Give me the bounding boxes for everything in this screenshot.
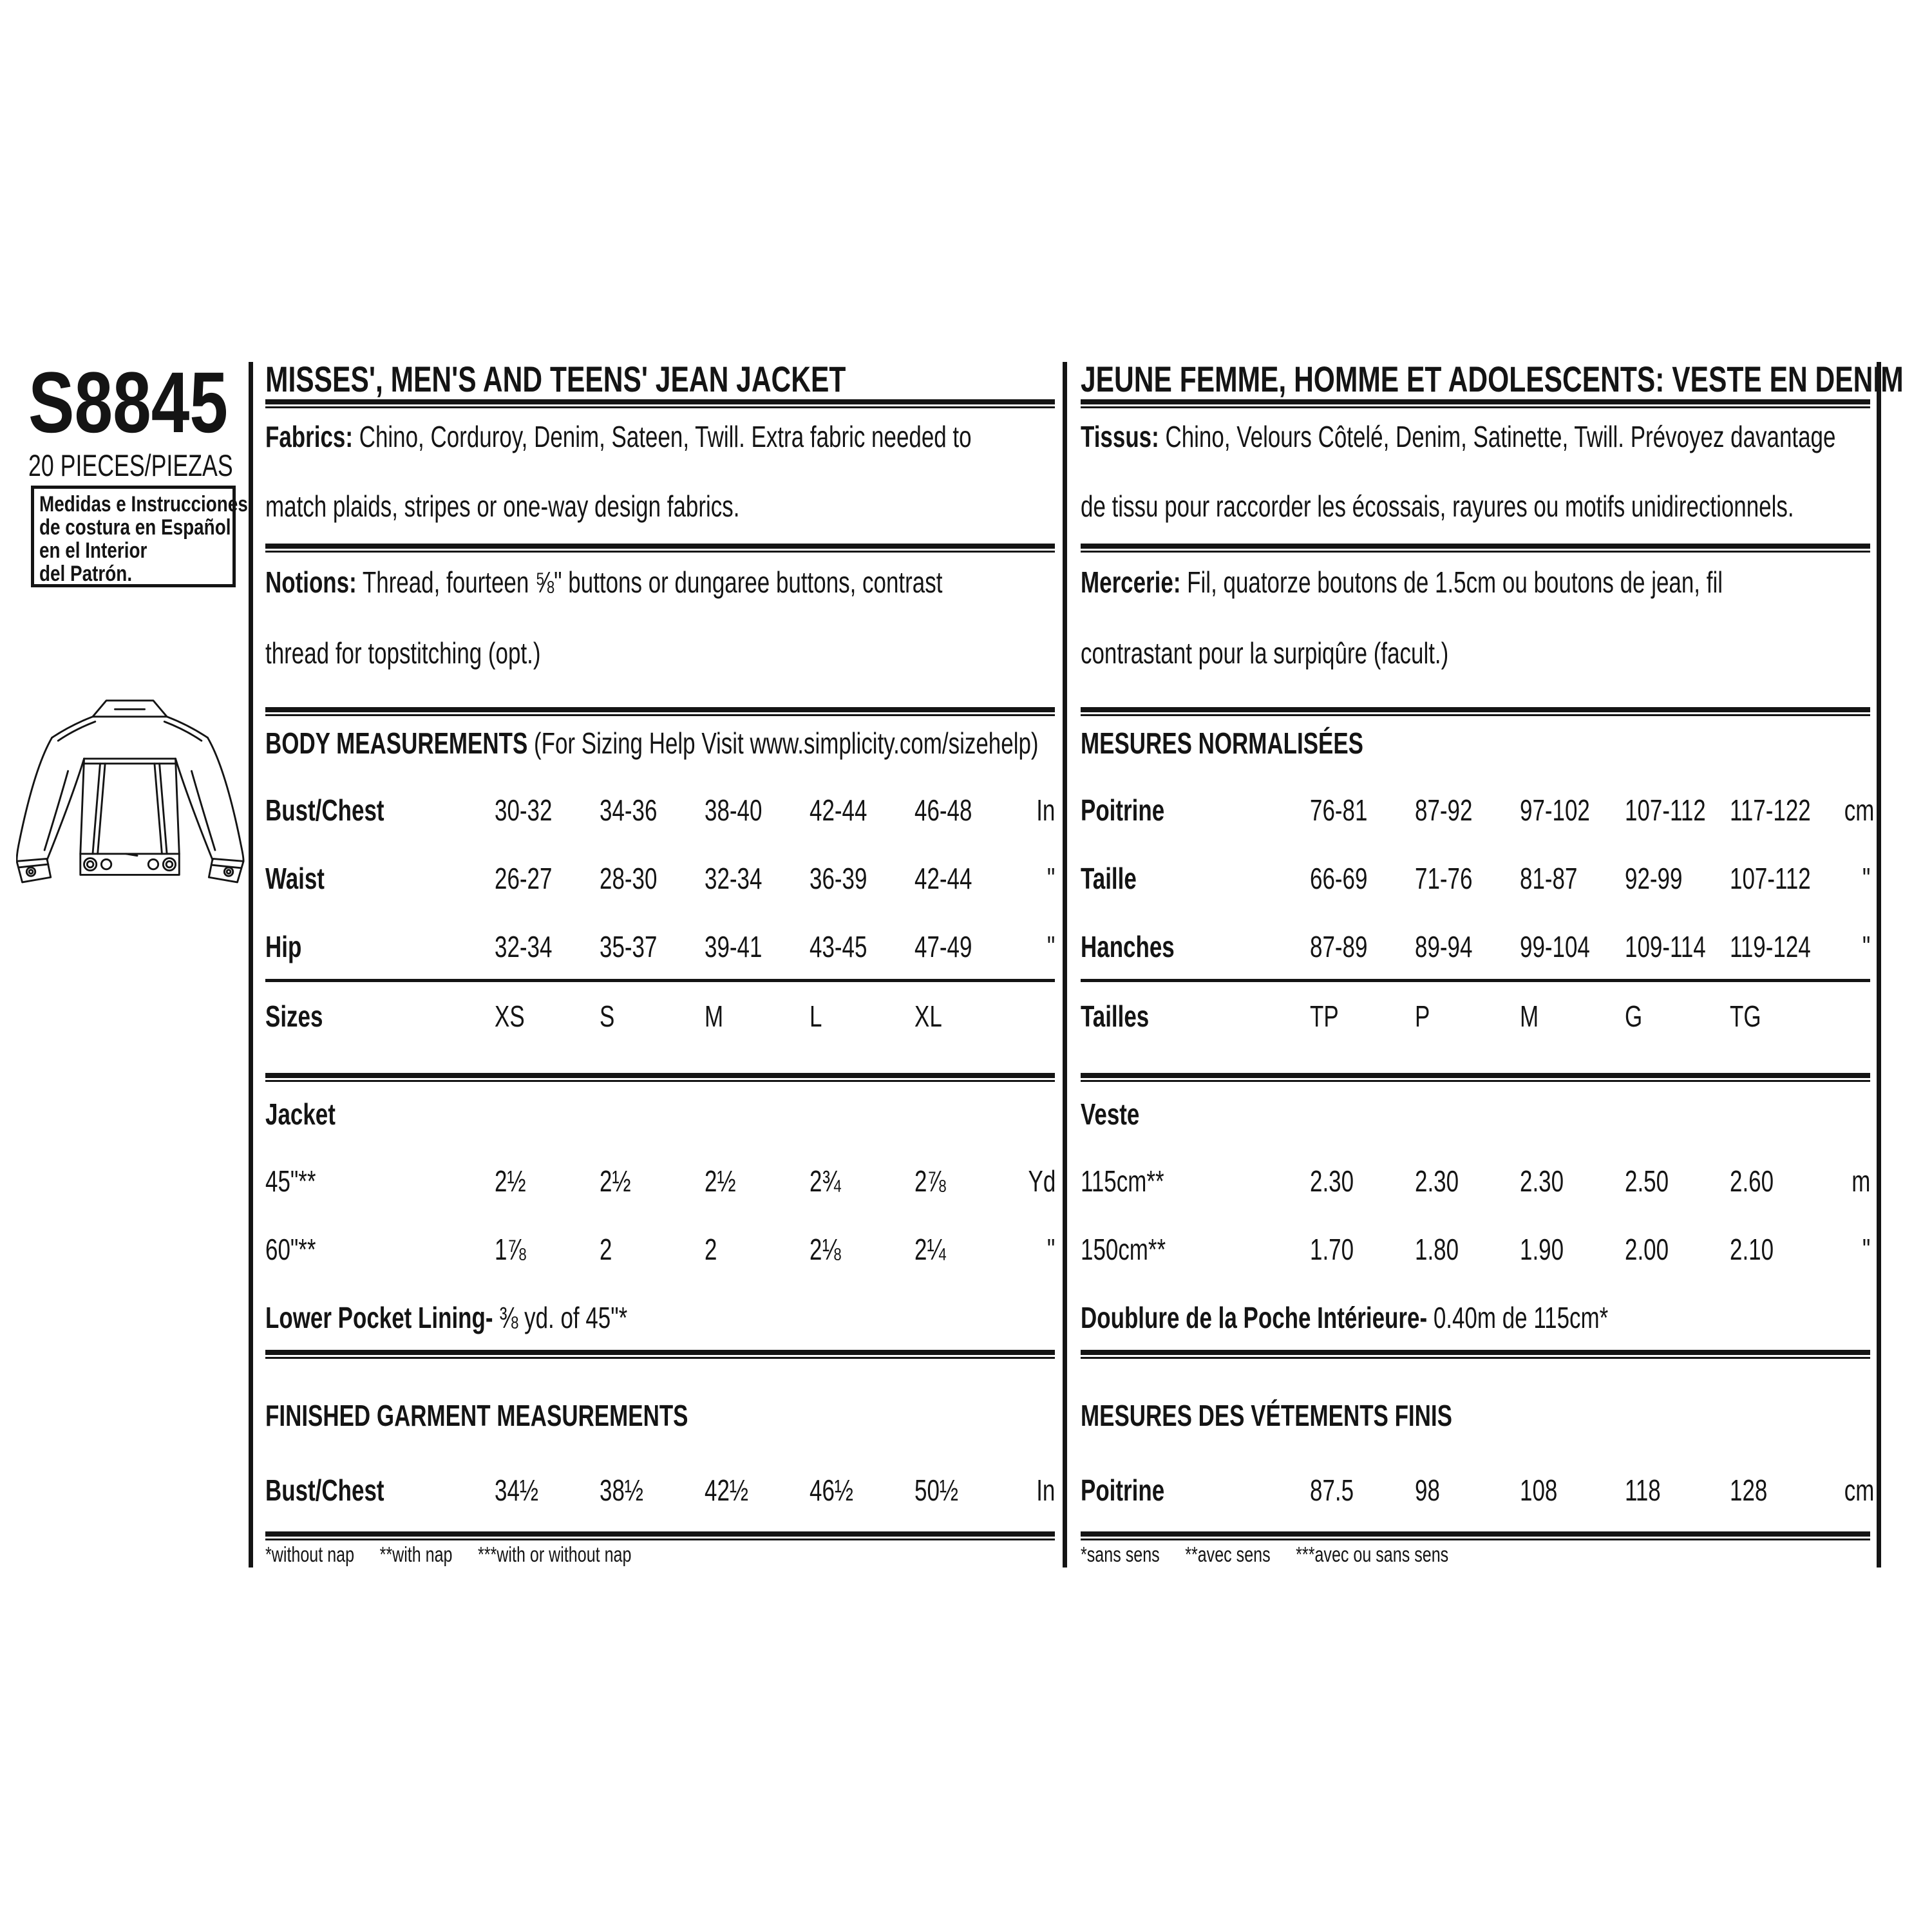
section-rule: [265, 1350, 1055, 1359]
english-title: MISSES', MEN'S AND TEENS' JEAN JACKET: [265, 359, 846, 399]
row-value: 47-49: [914, 930, 972, 963]
row-value: 87.5: [1309, 1473, 1354, 1507]
row-value: 71-76: [1414, 862, 1472, 895]
row-value: 107-112: [1624, 793, 1706, 827]
row-value: 42-44: [809, 793, 867, 827]
row-value: 118: [1624, 1473, 1661, 1507]
jean-jacket-back-illustration: [16, 697, 245, 913]
table-row-finished-poitrine: [1081, 1472, 1875, 1508]
sens-footnote: *sans sens **avec sens ***avec ou sans sens: [1081, 1542, 1449, 1566]
row-value: 98: [1414, 1473, 1440, 1507]
row-value: 2¾: [809, 1164, 841, 1198]
row-value: 50½: [914, 1473, 958, 1507]
row-label: Hip: [265, 930, 302, 963]
row-value: L: [809, 999, 822, 1033]
row-value: 32-34: [494, 930, 552, 963]
row-value: 2: [599, 1233, 612, 1266]
row-unit: cm: [1844, 793, 1875, 827]
row-unit: ": [1862, 862, 1870, 895]
notions-line2: thread for topstitching (opt.): [265, 636, 541, 670]
row-value: 109-114: [1624, 930, 1706, 963]
row-value: 2.30: [1414, 1164, 1459, 1198]
row-value: P: [1414, 999, 1430, 1033]
spanish-note-line: de costura en Español: [39, 515, 231, 540]
row-value: 2.30: [1309, 1164, 1354, 1198]
notions-line1: Notions: Thread, fourteen ⅝" buttons or dungaree buttons, contrast: [265, 565, 943, 599]
row-value: 2.30: [1519, 1164, 1564, 1198]
divider-right: [1877, 362, 1881, 1567]
section-rule: [1081, 1073, 1870, 1082]
row-unit: Yd: [1028, 1164, 1056, 1198]
row-label: Sizes: [265, 999, 323, 1033]
row-label: Tailles: [1081, 999, 1150, 1033]
row-value: 2½: [599, 1164, 631, 1198]
row-label: Taille: [1081, 862, 1137, 895]
row-value: 89-94: [1414, 930, 1472, 963]
row-value: S: [599, 999, 614, 1033]
row-value: 107-112: [1729, 862, 1811, 895]
pattern-number-text: S8845: [28, 355, 228, 451]
nap-footnote: *without nap **with nap ***with or without nap: [265, 1542, 632, 1566]
row-value: 2.50: [1624, 1164, 1669, 1198]
row-value: 34-36: [599, 793, 657, 827]
section-rule: [265, 707, 1055, 716]
row-label: 115cm**: [1081, 1164, 1164, 1198]
row-label: Hanches: [1081, 930, 1175, 963]
row-label: Poitrine: [1081, 1473, 1165, 1507]
row-value: 108: [1519, 1473, 1557, 1507]
pieces-count-text: 20 PIECES/PIEZAS: [28, 448, 233, 482]
row-unit: In: [1036, 1473, 1055, 1507]
row-value: 2.60: [1729, 1164, 1774, 1198]
row-value: 1.90: [1519, 1233, 1564, 1266]
spanish-note-line: del Patrón.: [39, 562, 133, 586]
row-value: 2½: [494, 1164, 526, 1198]
row-label: 45"**: [265, 1164, 316, 1198]
row-value: 1⅞: [494, 1233, 526, 1266]
table-row-poitrine: [1081, 792, 1875, 828]
divider-left: [249, 362, 253, 1567]
row-value: M: [1519, 999, 1539, 1033]
row-value: 26-27: [494, 862, 552, 895]
row-value: 28-30: [599, 862, 657, 895]
french-column: [1081, 0, 1904, 1571]
row-value: 42½: [704, 1473, 748, 1507]
table-row-sizes: [265, 998, 1055, 1034]
row-value: 2.10: [1729, 1233, 1774, 1266]
row-value: XS: [494, 999, 525, 1033]
english-column: [265, 0, 1055, 1571]
row-value: 42-44: [914, 862, 972, 895]
row-unit: ": [1046, 1233, 1055, 1266]
row-value: 119-124: [1729, 930, 1811, 963]
doublure-line: Doublure de la Poche Intérieure- 0.40m de 115cm*: [1081, 1301, 1609, 1334]
sizes-rule: [265, 979, 1055, 982]
row-value: 1.80: [1414, 1233, 1459, 1266]
table-row-hanches: [1081, 929, 1870, 965]
tissus-line2: de tissu pour raccorder les écossais, rayures ou motifs unidirectionnels.: [1081, 489, 1794, 523]
mesures-finis-heading: MESURES DES VÉTEMENTS FINIS: [1081, 1399, 1452, 1432]
row-unit: ": [1862, 930, 1870, 963]
section-rule: [1081, 544, 1870, 553]
bottom-rule: [265, 1531, 1055, 1540]
row-value: 2.00: [1624, 1233, 1669, 1266]
mercerie-line1: Mercerie: Fil, quatorze boutons de 1.5cm ou boutons de jean, fil: [1081, 565, 1723, 599]
row-value: 99-104: [1519, 930, 1590, 963]
row-value: 87-89: [1309, 930, 1367, 963]
table-row-150cm: [1081, 1231, 1870, 1267]
row-value: 1.70: [1309, 1233, 1354, 1266]
row-value: 43-45: [809, 930, 867, 963]
row-unit: m: [1851, 1164, 1870, 1198]
row-label: Waist: [265, 862, 325, 895]
sizes-rule: [1081, 979, 1870, 982]
row-value: G: [1624, 999, 1642, 1033]
title-rule: [265, 399, 1055, 408]
row-value: 66-69: [1309, 862, 1367, 895]
row-value: 81-87: [1519, 862, 1578, 895]
pocket-lining-line: Lower Pocket Lining- ⅜ yd. of 45"*: [265, 1301, 628, 1334]
table-row-45in: [265, 1163, 1055, 1199]
section-rule: [265, 544, 1055, 553]
table-row-bust: [265, 792, 1055, 828]
row-value: 128: [1729, 1473, 1768, 1507]
tissus-line1: Tissus: Chino, Velours Côtelé, Denim, Satinette, Twill. Prévoyez davantage: [1081, 420, 1836, 453]
row-value: 2½: [704, 1164, 736, 1198]
fabrics-line1: Fabrics: Chino, Corduroy, Denim, Sateen, Twill. Extra fabric needed to: [265, 420, 972, 453]
row-value: 38½: [599, 1473, 643, 1507]
garment-label: Veste: [1081, 1097, 1140, 1131]
section-rule: [265, 1073, 1055, 1082]
row-label: 60"**: [265, 1233, 316, 1266]
row-value: 2: [704, 1233, 717, 1266]
table-row-115cm: [1081, 1163, 1870, 1199]
row-value: 87-92: [1414, 793, 1472, 827]
row-value: XL: [914, 999, 942, 1033]
section-rule: [1081, 1350, 1870, 1359]
mesures-heading: MESURES NORMALISÉES: [1081, 726, 1364, 760]
row-value: 38-40: [704, 793, 762, 827]
spanish-note-line: Medidas e Instrucciones: [39, 492, 248, 516]
row-value: 2⅛: [809, 1233, 841, 1266]
row-unit: ": [1046, 862, 1055, 895]
table-row-60in: [265, 1231, 1055, 1267]
table-row-taille: [1081, 860, 1870, 896]
french-title: JEUNE FEMME, HOMME ET ADOLESCENTS: VESTE EN DENIM: [1081, 359, 1904, 399]
row-value: 46-48: [914, 793, 972, 827]
row-label: 150cm**: [1081, 1233, 1166, 1266]
row-value: TG: [1729, 999, 1761, 1033]
row-value: 30-32: [494, 793, 552, 827]
row-unit: ": [1862, 1233, 1870, 1266]
row-value: 35-37: [599, 930, 657, 963]
row-unit: ": [1046, 930, 1055, 963]
row-value: M: [704, 999, 723, 1033]
row-value: 2⅞: [914, 1164, 946, 1198]
spanish-note-box: [31, 486, 248, 587]
row-value: 76-81: [1309, 793, 1367, 827]
body-measurements-heading: BODY MEASUREMENTS (For Sizing Help Visit www.simplicity.com/sizehelp): [265, 726, 1039, 760]
row-value: TP: [1309, 999, 1339, 1033]
row-value: 36-39: [809, 862, 867, 895]
bottom-rule: [1081, 1531, 1870, 1540]
pieces-count: [28, 450, 298, 482]
row-value: 92-99: [1624, 862, 1683, 895]
row-value: 117-122: [1729, 793, 1811, 827]
row-value: 97-102: [1519, 793, 1590, 827]
row-unit: cm: [1844, 1473, 1875, 1507]
row-label: Bust/Chest: [265, 793, 384, 827]
table-row-waist: [265, 860, 1055, 896]
row-label: Poitrine: [1081, 793, 1165, 827]
row-label: Bust/Chest: [265, 1473, 384, 1507]
table-row-hip: [265, 929, 1055, 965]
row-unit: In: [1036, 793, 1055, 827]
mercerie-line2: contrastant pour la surpiqûre (facult.): [1081, 636, 1449, 670]
garment-label: Jacket: [265, 1097, 336, 1131]
row-value: 46½: [809, 1473, 853, 1507]
finished-measurements-heading: FINISHED GARMENT MEASUREMENTS: [265, 1399, 688, 1432]
title-rule: [1081, 399, 1870, 408]
row-value: 39-41: [704, 930, 762, 963]
row-value: 32-34: [704, 862, 762, 895]
row-value: 2¼: [914, 1233, 946, 1266]
pattern-number: [28, 355, 278, 451]
spanish-note-line: en el Interior: [39, 538, 147, 563]
section-rule: [1081, 707, 1870, 716]
row-value: 34½: [494, 1473, 538, 1507]
table-row-finished-bust: [265, 1472, 1055, 1508]
divider-middle: [1063, 362, 1067, 1567]
fabrics-line2: match plaids, stripes or one-way design fabrics.: [265, 489, 740, 523]
table-row-tailles: [1081, 998, 1870, 1034]
